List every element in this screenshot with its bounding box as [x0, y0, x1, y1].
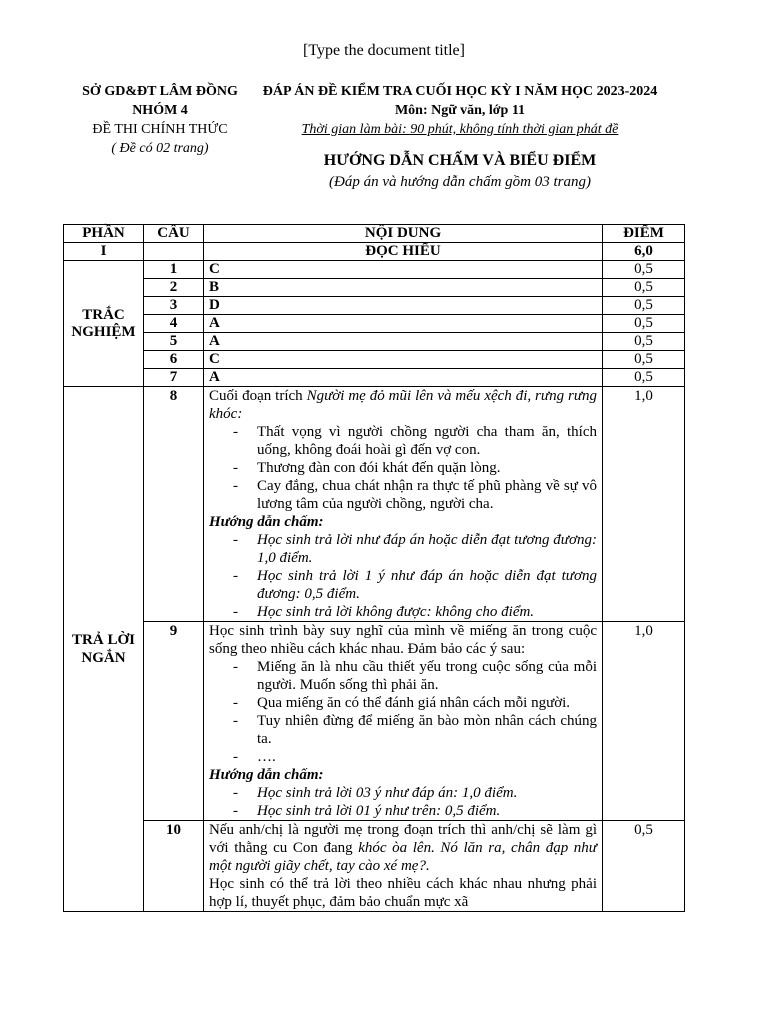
table-row	[64, 369, 685, 387]
answer: A	[204, 315, 603, 333]
answer-bullets	[209, 658, 597, 766]
answer: C	[204, 351, 603, 369]
points: 0,5	[603, 821, 685, 912]
list-item: - Tuy nhiên đừng để miếng ăn bào mòn nhân cách chúng ta.	[209, 712, 597, 748]
list-item: - Học sinh trả lời 03 ý như đáp án: 1,0 điểm.	[209, 784, 597, 802]
grading-guide-label: Hướng dẫn chấm:	[209, 514, 324, 530]
table-row	[64, 261, 685, 279]
question-number: 7	[144, 369, 204, 387]
answer-bullets	[209, 423, 597, 513]
list-item: - Miếng ăn là nhu cầu thiết yếu trong cuộc sống của mỗi người. Muốn sống thì phải ăn.	[209, 658, 597, 694]
header-right	[250, 82, 670, 139]
list-item: - ….	[209, 748, 597, 766]
table-row	[64, 333, 685, 351]
answer-table	[63, 224, 685, 912]
header-question: CÂU	[144, 225, 204, 243]
points: 0,5	[603, 297, 685, 315]
question-number: 8	[144, 387, 204, 622]
header-left	[60, 82, 260, 158]
quoted-excerpt: khóc òa lên. Nó lăn ra, chân đạp như một người giãy chết, tay cào xé mẹ?.	[209, 840, 597, 874]
header-points: ĐIỂM	[603, 225, 685, 243]
list-item: - Học sinh trả lời như đáp án hoặc diễn đạt tương đương: 1,0 điểm.	[209, 531, 597, 567]
section-row	[64, 243, 685, 261]
time-line: Thời gian làm bài: 90 phút, không tính thời gian phát đề	[301, 122, 619, 137]
list-item: - Học sinh trả lời 1 ý như đáp án hoặc diễn đạt tương đương: 0,5 điểm.	[209, 567, 597, 603]
answer: D	[204, 297, 603, 315]
table-row	[64, 622, 685, 821]
guide-subtitle: (Đáp án và hướng dẫn chấm gồm 03 trang)	[329, 174, 591, 190]
answer: C	[204, 261, 603, 279]
grading-guide-label: Hướng dẫn chấm:	[209, 767, 324, 783]
answer: A	[204, 333, 603, 351]
table-row	[64, 821, 685, 912]
question-number: 2	[144, 279, 204, 297]
list-item: - Qua miếng ăn có thể đánh giá nhân cách mỗi người.	[209, 694, 597, 712]
list-item: - Cay đắng, chua chát nhận ra thực tế phũ phàng về sự vô lương tâm của người chồng, người cha.	[209, 477, 597, 513]
points: 0,5	[603, 279, 685, 297]
list-item: - Học sinh trả lời không được: không cho điểm.	[209, 603, 597, 621]
question-number: 5	[144, 333, 204, 351]
grading-guide-list	[209, 531, 597, 621]
guide-title: HƯỚNG DẪN CHẤM VÀ BIỂU ĐIỂM	[323, 152, 597, 169]
mc-label: TRẮC NGHIỆM	[64, 261, 144, 387]
exam-title: ĐÁP ÁN ĐỀ KIỂM TRA CUỐI HỌC KỲ I NĂM HỌC 2023-2024	[262, 84, 658, 99]
answer-content: Nếu anh/chị là người mẹ trong đoạn trích thì anh/chị sẽ làm gì với thằng cu Con đang khóc òa lên. Nó lăn ra, chân đạp như một người giãy chết, tay cào xé mẹ?. Học sinh có thể trả lời theo nhiều cách khác nhau nhưng phải hợp lí, thuyết phục, đảm bảo chuẩn mực xã	[204, 821, 603, 912]
points: 0,5	[603, 369, 685, 387]
quoted-excerpt: Người mẹ đỏ mũi lên và mếu xệch đi, rưng rưng khóc:	[209, 388, 597, 422]
question-number: 1	[144, 261, 204, 279]
question-number: 9	[144, 622, 204, 821]
header-content: NỘI DUNG	[204, 225, 603, 243]
section-part: I	[64, 243, 144, 261]
grading-guide-list	[209, 784, 597, 820]
points: 0,5	[603, 351, 685, 369]
table-row	[64, 387, 685, 622]
question-number: 4	[144, 315, 204, 333]
points: 1,0	[603, 387, 685, 622]
question-number: 6	[144, 351, 204, 369]
section-title: ĐỌC HIỂU	[204, 243, 603, 261]
table-row	[64, 351, 685, 369]
table-row	[64, 297, 685, 315]
exam-status: ĐỀ THI CHÍNH THỨC	[92, 122, 228, 137]
points: 1,0	[603, 622, 685, 821]
question-number: 10	[144, 821, 204, 912]
header-part: PHẦN	[64, 225, 144, 243]
department-name: SỞ GD&ĐT LÂM ĐỒNG	[82, 84, 238, 99]
short-answer-label: TRẢ LỜI NGẮN	[64, 387, 144, 912]
list-item: - Thương đàn con đói khát đến quặn lòng.	[209, 459, 597, 477]
question-number: 3	[144, 297, 204, 315]
answer-content: Học sinh trình bày suy nghĩ của mình về miếng ăn trong cuộc sống theo nhiều cách khác nhau. Đảm bảo các ý sau: - Miếng ăn là nhu cầu thiết yếu trong cuộc sống của mỗi người. Muốn sống thì phải ăn. - Qua miếng ăn có thể đánh giá nhân cách mỗi người. - Tuy nhiên đừng để miếng ăn bào mòn nhân cách chúng ta. - …. Hướng dẫn chấm: - Học sinh trả lời 03 ý như đáp án: 1,0 điểm. - Học sinh trả lời 01 ý như trên: 0,5 điểm.	[204, 622, 603, 821]
table-header-row	[64, 225, 685, 243]
points: 0,5	[603, 333, 685, 351]
subject-line: Môn: Ngữ văn, lớp 11	[394, 103, 526, 118]
page-count-note: ( Đề có 02 trang)	[111, 141, 209, 156]
answer: A	[204, 369, 603, 387]
document-title: [Type the document title]	[303, 42, 465, 59]
answer-content: Cuối đoạn trích Người mẹ đỏ mũi lên và mếu xệch đi, rưng rưng khóc: - Thất vọng vì người chồng người cha tham ăn, thích uống, không đoái hoài gì đến vợ con. - Thương đàn con đói khát đến quặn lòng. - Cay đắng, chua chát nhận ra thực tế phũ phàng về sự vô lương tâm của người chồng, người cha. Hướng dẫn chấm: - Học sinh trả lời như đáp án hoặc diễn đạt tương đương: 1,0 điểm. - Học sinh trả lời 1 ý như đáp án hoặc diễn đạt tương đương: 0,5 điểm. - Học sinh trả lời không được: không cho điểm.	[204, 387, 603, 622]
points: 0,5	[603, 315, 685, 333]
section-points: 6,0	[603, 243, 685, 261]
answer: B	[204, 279, 603, 297]
group-name: NHÓM 4	[132, 103, 188, 118]
table-row	[64, 315, 685, 333]
list-item: - Thất vọng vì người chồng người cha tham ăn, thích uống, không đoái hoài gì đến vợ con.	[209, 423, 597, 459]
list-item: - Học sinh trả lời 01 ý như trên: 0,5 điểm.	[209, 802, 597, 820]
points: 0,5	[603, 261, 685, 279]
table-row	[64, 279, 685, 297]
